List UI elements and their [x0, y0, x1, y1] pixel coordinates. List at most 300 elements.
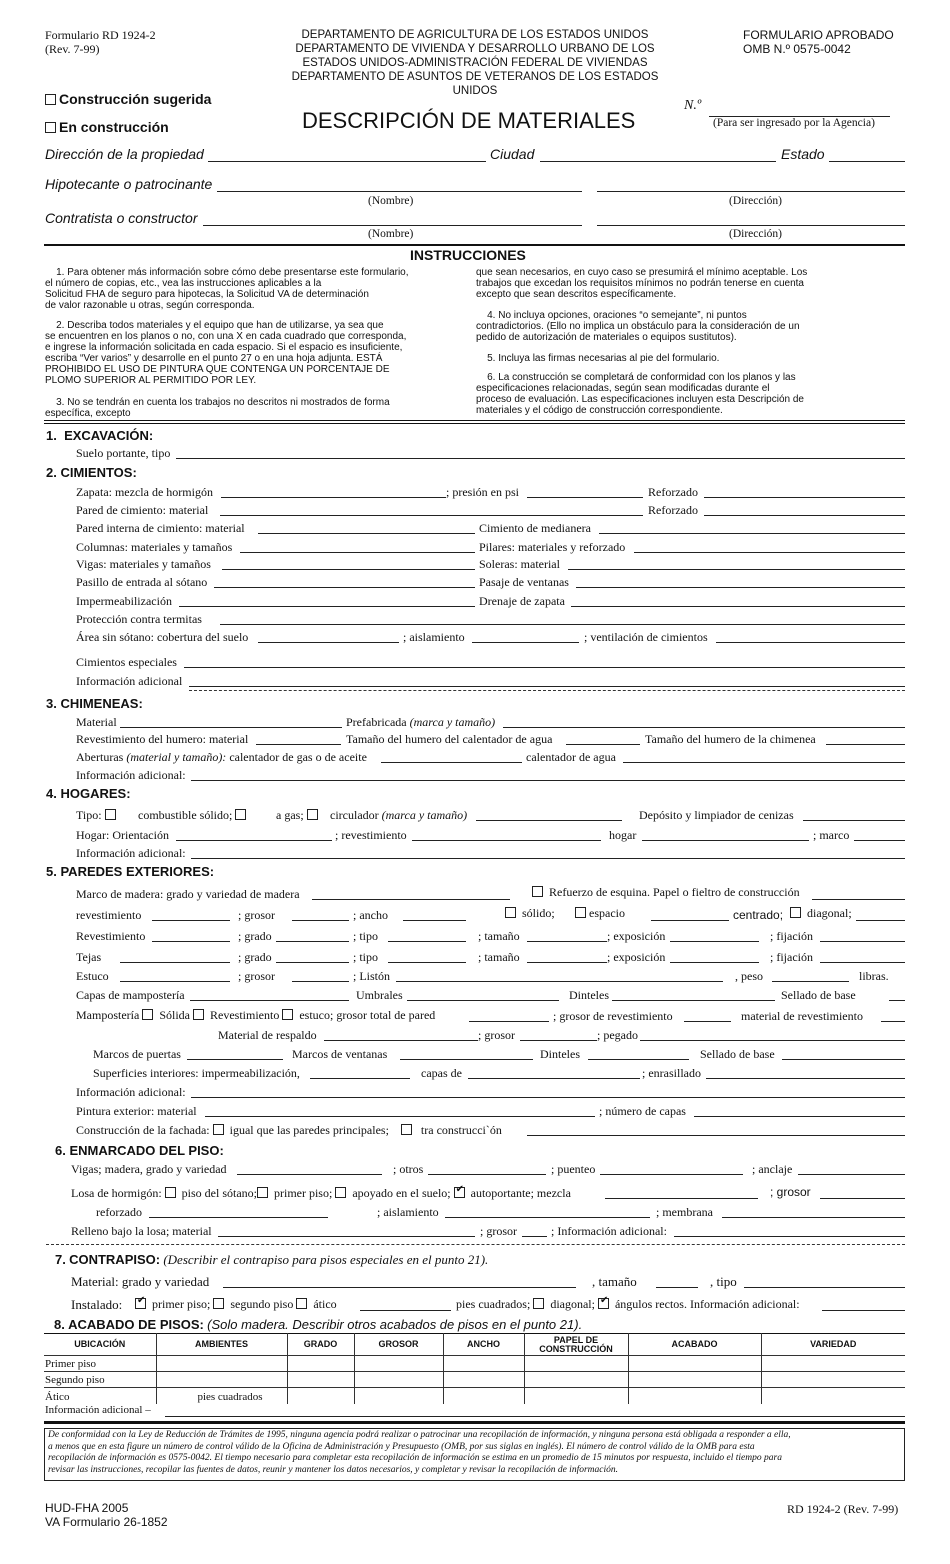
- cell[interactable]: [628, 1388, 761, 1404]
- reinforcing-field[interactable]: [149, 1217, 328, 1218]
- bridging-field[interactable]: [600, 1174, 743, 1175]
- masonry-label: Mampostería: [76, 1008, 140, 1022]
- section-subflooring-title: CONTRAPISO:: [69, 1252, 161, 1267]
- cell[interactable]: [761, 1388, 905, 1404]
- waterproofing-field[interactable]: [179, 606, 475, 607]
- option-proposed[interactable]: [45, 92, 211, 106]
- shingles-field[interactable]: [120, 962, 230, 963]
- subfloor-material-label: Material: grado y variedad: [71, 1274, 210, 1289]
- finish-flooring-note: (Solo madera. Describir otros acabados de pisos en el punto 21).: [207, 1317, 583, 1332]
- weight-label: , peso: [735, 969, 763, 983]
- prefab-note: (marca y tamaño): [409, 715, 496, 729]
- siding-field[interactable]: [152, 941, 230, 942]
- checkbox-diagonal[interactable]: [790, 907, 801, 918]
- other-field[interactable]: [428, 1174, 546, 1175]
- thickness-field[interactable]: [520, 1040, 597, 1041]
- reinforcing-label: reforzado: [96, 1205, 142, 1219]
- wood-frame-field[interactable]: [312, 899, 510, 900]
- water-heater-label: calentador de agua: [526, 750, 616, 764]
- checkbox-under-construction[interactable]: [45, 122, 56, 133]
- page-title: DESCRIPCIÓN DE MATERIALES: [302, 108, 636, 133]
- exposure-field[interactable]: [670, 941, 759, 942]
- checkbox-gas[interactable]: [235, 809, 246, 820]
- soil-field[interactable]: [176, 458, 905, 459]
- omb-number: OMB N.º 0575-0042: [743, 42, 851, 56]
- type-field[interactable]: [388, 941, 466, 942]
- circulator-field[interactable]: [476, 820, 622, 821]
- footer-rd: RD 1924-2 (Rev. 7-99): [787, 1502, 899, 1516]
- checkbox-faced[interactable]: [193, 1009, 204, 1020]
- option-under-label: En construcción: [59, 119, 169, 135]
- agency-line: DEPARTAMENTO DE VIVIENDA Y DESARROLLO URBANO DE LOS: [295, 43, 655, 55]
- base-flashing-field[interactable]: [889, 1000, 905, 1001]
- interior-wall-field[interactable]: [258, 533, 475, 534]
- cell[interactable]: [443, 1356, 524, 1372]
- sheathing-field[interactable]: [152, 920, 230, 921]
- cell[interactable]: [354, 1372, 443, 1388]
- anchors-label: ; anclaje: [752, 1162, 793, 1176]
- section-fireplaces-title: HOGARES:: [60, 786, 131, 801]
- checkbox-basement-floor[interactable]: [165, 1187, 176, 1198]
- reinforced-label: Reforzado: [648, 503, 698, 517]
- additional-info-label: Información adicional:: [76, 1085, 186, 1099]
- number-note: (Para ser ingresado por la Agencia): [713, 117, 875, 129]
- base-flashing-label: Sellado de base: [781, 988, 856, 1002]
- prefab-field[interactable]: [503, 727, 905, 728]
- laid-label: Instalado:: [71, 1297, 123, 1312]
- checkbox-masonry-solid[interactable]: [142, 1009, 153, 1020]
- self-supporting-label: autoportante; mezcla: [470, 1186, 571, 1200]
- sqft-label: pies cuadrados;: [456, 1297, 531, 1311]
- water-heater-field[interactable]: [623, 762, 905, 763]
- agency-line: DEPARTAMENTO DE AGRICULTURA DE LOS ESTADOS UNIDOS: [301, 29, 649, 41]
- ventilation-label: ; ventilación de cimientos: [584, 630, 708, 644]
- joists-label: Vigas; madera, grado y variedad: [71, 1162, 227, 1176]
- sqft-label: pies cuadrados: [197, 1390, 263, 1403]
- instruction-6: 6. La construcción se completará de conformidad con los planos y las especificaciones relacionadas, según sean modificadas durante el proceso de evaluación. Las especificaciones incluyen esta Descripción de materiales y el código de construcción correspondiente.: [476, 372, 804, 416]
- checkbox-solid[interactable]: [505, 907, 516, 918]
- checkbox-self-supporting[interactable]: [454, 1187, 465, 1198]
- divider: [44, 244, 905, 246]
- checkbox-stuccoed[interactable]: [282, 1009, 293, 1020]
- row-label: Ático: [44, 1388, 156, 1404]
- gas-label: a gas;: [276, 808, 304, 822]
- masonry-veneer-field[interactable]: [190, 1000, 349, 1001]
- section-number: 5.: [46, 864, 57, 879]
- thickness-field[interactable]: [292, 920, 349, 921]
- stucco-label: Estuco: [76, 969, 109, 983]
- anchors-field[interactable]: [798, 1174, 905, 1175]
- section-number: 6.: [55, 1143, 66, 1158]
- fill-field[interactable]: [218, 1236, 475, 1237]
- window-areaways-label: Pasaje de ventanas: [479, 575, 569, 589]
- col-building-paper: PAPEL DE CONSTRUCCIÓN: [524, 1334, 628, 1356]
- coats-label: capas de: [421, 1066, 462, 1080]
- gas-heater-field[interactable]: [381, 762, 522, 763]
- table-row: [44, 1356, 905, 1372]
- chimney-material-field[interactable]: [120, 727, 342, 728]
- row-label: Segundo piso: [44, 1372, 156, 1388]
- address-caption: (Dirección): [729, 195, 782, 207]
- crawl-space-label: Área sin sótano: cobertura del suelo: [76, 630, 249, 644]
- dashed-divider: [46, 1244, 905, 1245]
- dashed-divider: [189, 690, 905, 691]
- col-location: UBICACIÓN: [44, 1334, 156, 1356]
- section-finish-flooring-title: ACABADO DE PISOS:: [68, 1317, 204, 1332]
- section-excavation-title: EXCAVACIÓN:: [64, 428, 154, 443]
- width-field[interactable]: [403, 920, 466, 921]
- section-number: 3.: [46, 696, 57, 711]
- checkbox-corner-bracing[interactable]: [532, 886, 543, 897]
- name-caption: (Nombre): [368, 228, 414, 240]
- paperwork-notice: De conformidad con la Ley de Reducción de Trámites de 1995, ninguna agencia podrá realizar o patrocinar una recopilación de información, y ninguna persona está obligada a responder a ella, a menos que en esta figure un número de control válido de la Oficina de Administración y Presupuesto (OMB, por sus siglas en inglés). El número de control válido de la OMB para esta recopilación de información es 0575-0042. El tiempo necesario para completar esta recopilación de información se estima en un promedio de 15 minutos por respuesta, incluido el tiempo para revisar las instrucciones, recopilar las fuentes de datos, reunir y mantener los datos necesarios, y completar y revisar la recopilación de información.: [44, 1428, 905, 1481]
- option-under-construction[interactable]: [45, 120, 169, 134]
- reinforced-field[interactable]: [704, 497, 905, 498]
- weight-field[interactable]: [772, 981, 849, 982]
- checkbox-proposed[interactable]: [45, 94, 56, 105]
- insulation-label: ; aislamiento: [403, 630, 465, 644]
- cell[interactable]: [354, 1388, 443, 1404]
- diagonal-label: diagonal;: [550, 1297, 595, 1311]
- lintels-label: Dinteles: [540, 1047, 580, 1061]
- ash-dump-field[interactable]: [803, 820, 905, 821]
- property-address-field[interactable]: [208, 161, 486, 162]
- section-number: 2.: [46, 465, 57, 480]
- thickness-label: ; grosor: [480, 1224, 517, 1238]
- gable-label: Construcción de la fachada:: [76, 1123, 210, 1137]
- sills-field[interactable]: [568, 569, 905, 570]
- basement-entrance-label: Pasillo de entrada al sótano: [76, 575, 208, 589]
- flue-lining-label: Revestimiento del humero: material: [76, 732, 249, 746]
- finish-flooring-table: [44, 1333, 905, 1404]
- circulator-note: (marca y tamaño): [381, 808, 468, 822]
- waterproofing-label: Impermeabilización: [76, 594, 172, 608]
- size-field[interactable]: [527, 962, 607, 963]
- orientation-label: Hogar: Orientación: [76, 828, 169, 842]
- membrane-label: ; membrana: [656, 1205, 713, 1219]
- bonding-field[interactable]: [640, 1040, 905, 1041]
- fastening-field[interactable]: [820, 941, 905, 942]
- cell[interactable]: [524, 1372, 628, 1388]
- window-sills-field[interactable]: [400, 1059, 533, 1060]
- special-foundations-label: Cimientos especiales: [76, 655, 177, 669]
- contractor-address-field[interactable]: [597, 225, 905, 226]
- additional-info-field[interactable]: [191, 1097, 905, 1098]
- insulation-field[interactable]: [445, 1217, 650, 1218]
- flue-lining-field[interactable]: [256, 744, 341, 745]
- col-width: ANCHO: [443, 1334, 524, 1356]
- section-number: 4.: [46, 786, 57, 801]
- attic-sqft-field[interactable]: [360, 1310, 451, 1311]
- prefab-label: Prefabricada: [346, 715, 407, 729]
- agency-line: ESTADOS UNIDOS-ADMINISTRACIÓN FEDERAL DE VIVIENDAS: [302, 57, 648, 69]
- instruction-4: 4. No incluya opciones, oraciones “o semejante”, ni puntos contradictorios. (Ello no implica un obstáculo para la consideración de un pedido de autorización de materiales o equipos sustitutos).: [476, 310, 800, 343]
- mix-field[interactable]: [605, 1198, 758, 1199]
- wall-thickness-field[interactable]: [469, 1021, 549, 1022]
- checkbox-circulator[interactable]: [307, 809, 318, 820]
- mortgagee-address-field[interactable]: [597, 191, 905, 192]
- grade-label: ; grado: [238, 950, 272, 964]
- membrane-field[interactable]: [722, 1217, 905, 1218]
- facing-thickness-field[interactable]: [684, 1021, 731, 1022]
- type-label: ; tipo: [353, 950, 379, 964]
- number-of-coats-field[interactable]: [694, 1116, 905, 1117]
- section-number: 1.: [46, 428, 57, 443]
- size-field[interactable]: [527, 941, 607, 942]
- interior-surfaces-field[interactable]: [310, 1078, 410, 1079]
- interior-wall-label: Pared interna de cimiento: material: [76, 521, 245, 535]
- basement-entrance-field[interactable]: [214, 587, 475, 588]
- lintels-label: Dinteles: [569, 988, 609, 1002]
- psi-label: ; presión en psi: [446, 485, 519, 499]
- lining-label: ; revestimiento: [335, 828, 407, 842]
- grade-field[interactable]: [276, 941, 349, 942]
- col-finish: ACABADO: [628, 1334, 761, 1356]
- furring-field[interactable]: [706, 1078, 905, 1079]
- divider: [44, 420, 905, 421]
- instruction-2: 2. Describa todos materiales y el equipo que han de utilizarse, ya sea que se encuentren en los planos o no, con una X en cada cuadrado que corresponda, e ingrese la información solicitada en cada espacio. Si el espacio es insuficiente, escriba “Ver varios” y desarrolle en el punto 27 o en una hoja adjunta. ESTÁ PROHIBIDO EL USO DE PINTURA QUE CONTENGA UN PORCENTAJE DE PLOMO SUPERIOR AL PERMITIDO POR LEY.: [45, 320, 407, 386]
- orientation-field[interactable]: [176, 840, 332, 841]
- type-label: ; tipo: [353, 929, 379, 943]
- girders-field[interactable]: [222, 569, 475, 570]
- backup-field[interactable]: [324, 1040, 478, 1041]
- subfloor-material-field[interactable]: [223, 1287, 576, 1288]
- agency-block: [265, 28, 685, 98]
- slab-label: Losa de hormigón:: [71, 1186, 162, 1200]
- section-exterior-walls-title: PAREDES EXTERIORES:: [60, 864, 215, 879]
- checkbox-first-floor[interactable]: [257, 1187, 268, 1198]
- section-foundations-title: CIMIENTOS:: [60, 465, 137, 480]
- checkbox-other-construction[interactable]: [401, 1124, 412, 1135]
- col-thickness: GROSOR: [354, 1334, 443, 1356]
- thickness-field[interactable]: [820, 1198, 905, 1199]
- checkbox-laid-second-floor[interactable]: [213, 1298, 224, 1309]
- vents-label: Aberturas: [76, 750, 124, 764]
- backup-label: Material de respaldo: [218, 1028, 317, 1042]
- stucco-field[interactable]: [120, 981, 230, 982]
- ventilation-field[interactable]: [716, 642, 905, 643]
- first-floor-label: primer piso;: [152, 1297, 211, 1311]
- col-rooms: AMBIENTES: [156, 1334, 287, 1356]
- other-construction-label: tra construcci`ón: [420, 1123, 502, 1137]
- divider: [44, 423, 905, 424]
- wall-thickness-label: estuco; grosor total de pared: [299, 1008, 436, 1022]
- size-label: ; tamaño: [478, 929, 520, 943]
- city-field[interactable]: [540, 161, 776, 162]
- form-id: Formulario RD 1924-2: [45, 28, 156, 42]
- cell[interactable]: [156, 1372, 287, 1388]
- property-address-label: Dirección de la propiedad: [45, 146, 204, 162]
- checkbox-spaced[interactable]: [575, 907, 586, 918]
- state-field[interactable]: [829, 161, 905, 162]
- fireplace-flue-field[interactable]: [826, 744, 905, 745]
- size-label: ; tamaño: [478, 950, 520, 964]
- facing-thickness-label: ; grosor de revestimiento: [553, 1009, 673, 1023]
- section-chimneys-title: CHIMENEAS:: [60, 696, 143, 711]
- state-label: Estado: [781, 146, 825, 162]
- attic-label: ático: [313, 1297, 337, 1311]
- checkbox-laid-attic[interactable]: [296, 1298, 307, 1309]
- checkbox-solid-fuel[interactable]: [105, 809, 116, 820]
- sqft-cell[interactable]: [156, 1388, 287, 1404]
- right-angles-label: ángulos rectos. Información adicional:: [614, 1297, 800, 1311]
- mantel-field[interactable]: [854, 840, 905, 841]
- exterior-paint-field[interactable]: [205, 1116, 595, 1117]
- section-floor-framing-title: ENMARCADO DEL PISO:: [69, 1143, 224, 1158]
- grade-field[interactable]: [276, 962, 349, 963]
- cell[interactable]: [761, 1372, 905, 1388]
- coats-field[interactable]: [468, 1078, 640, 1079]
- footing-drain-field[interactable]: [571, 606, 905, 607]
- approved-label: FORMULARIO APROBADO: [743, 28, 894, 42]
- row-label: Primer piso: [44, 1356, 156, 1372]
- checkbox-right-angles[interactable]: [598, 1298, 609, 1309]
- fastening-label: ; fijación: [770, 929, 813, 943]
- fireplace-flue-label: Tamaño del humero de la chimenea: [645, 732, 816, 746]
- ground-supported-label: apoyado en el suelo;: [352, 1186, 451, 1200]
- joists-field[interactable]: [237, 1174, 382, 1175]
- special-foundations-field[interactable]: [184, 667, 905, 668]
- girders-label: Vigas: materiales y tamaños: [76, 557, 211, 571]
- cell[interactable]: [287, 1372, 354, 1388]
- psi-field[interactable]: [527, 497, 643, 498]
- type-field[interactable]: [388, 962, 466, 963]
- base-flashing-field[interactable]: [782, 1059, 905, 1060]
- cell[interactable]: [443, 1372, 524, 1388]
- checkbox-diagonal[interactable]: [533, 1298, 544, 1309]
- reinforced-label: Reforzado: [648, 485, 698, 499]
- window-areaways-field[interactable]: [576, 587, 905, 588]
- lath-field[interactable]: [396, 981, 723, 982]
- other-construction-field[interactable]: [527, 1135, 905, 1136]
- heater-flue-field[interactable]: [566, 744, 640, 745]
- option-proposed-label: Construcción sugerida: [59, 91, 212, 107]
- termite-label: Protección contra termitas: [76, 612, 202, 626]
- checkbox-ground-supported[interactable]: [335, 1187, 346, 1198]
- first-floor-label: primer piso;: [273, 1186, 333, 1200]
- second-floor-label: segundo piso: [230, 1297, 294, 1311]
- pounds-label: libras.: [859, 969, 889, 983]
- facing-material-field[interactable]: [881, 1021, 905, 1022]
- cell[interactable]: [628, 1372, 761, 1388]
- agency-line: DEPARTAMENTO DE ASUNTOS DE VETERANOS DE LOS ESTADOS: [291, 71, 659, 83]
- cell[interactable]: [354, 1356, 443, 1372]
- additional-info-field[interactable]: [822, 1310, 905, 1311]
- gas-heater-label: calentador de gas o de aceite: [229, 750, 367, 764]
- bonding-label: ; pegado: [597, 1028, 638, 1042]
- thickness-label: ; grosor: [770, 1185, 811, 1199]
- agency-line: UNIDOS: [452, 85, 498, 97]
- width-label: ; ancho: [353, 908, 388, 922]
- termite-field[interactable]: [220, 624, 905, 625]
- thickness-field[interactable]: [522, 1236, 547, 1237]
- additional-info-label: Información adicional: [45, 1404, 143, 1416]
- foundation-wall-field[interactable]: [220, 515, 643, 516]
- additional-info-label: Información adicional:: [76, 846, 186, 860]
- mortgagee-name-field[interactable]: [217, 191, 582, 192]
- interior-surfaces-label: Superficies interiores: impermeabilización,: [93, 1066, 300, 1080]
- instruction-3-cont: que sean necesarios, en cuyo caso se presumirá el mínimo aceptable. Los trabajos que excedan los requisitos mínimos no podrán tenerse en cuenta excepto que sean descritos específicamente.: [476, 267, 808, 300]
- thickness-label: ; grosor: [238, 969, 275, 983]
- hearth-field[interactable]: [642, 840, 809, 841]
- exterior-paint-label: Pintura exterior: material: [76, 1104, 197, 1118]
- cell[interactable]: [524, 1388, 628, 1404]
- cell[interactable]: [443, 1388, 524, 1404]
- door-sills-field[interactable]: [187, 1059, 283, 1060]
- additional-info-field[interactable]: [189, 686, 905, 687]
- lintels-field[interactable]: [588, 1059, 689, 1060]
- type-label: Tipo:: [76, 808, 102, 822]
- chimney-material-label: Material: [76, 715, 117, 729]
- additional-info-field[interactable]: [191, 858, 905, 859]
- cell[interactable]: [628, 1356, 761, 1372]
- footings-label: Zapata: mezcla de hormigón: [76, 485, 213, 499]
- cell[interactable]: [156, 1356, 287, 1372]
- columns-field[interactable]: [240, 552, 475, 553]
- number-of-coats-label: ; número de capas: [599, 1104, 686, 1118]
- insulation-field[interactable]: [472, 642, 579, 643]
- diagonal-field[interactable]: [856, 920, 905, 921]
- instructions-title: INSTRUCCIONES: [410, 247, 526, 263]
- exposure-field[interactable]: [670, 962, 759, 963]
- cell[interactable]: [287, 1388, 354, 1404]
- type-field[interactable]: [744, 1287, 905, 1288]
- exposure-label: ; exposición: [607, 929, 666, 943]
- facing-material-label: material de revestimiento: [741, 1009, 863, 1023]
- lintels-field[interactable]: [612, 1000, 775, 1001]
- table-header-row: [44, 1334, 905, 1356]
- additional-info-field[interactable]: [674, 1236, 905, 1237]
- sills-label: Umbrales: [356, 988, 403, 1002]
- col-species: VARIEDAD: [761, 1334, 905, 1356]
- footings-mix-field[interactable]: [221, 497, 446, 498]
- sills-field[interactable]: [407, 1000, 559, 1001]
- additional-info-field[interactable]: [165, 1416, 905, 1417]
- spaced-field[interactable]: [651, 920, 729, 921]
- city-label: Ciudad: [490, 146, 535, 162]
- cell[interactable]: [761, 1356, 905, 1372]
- fastening-label: ; fijación: [770, 950, 813, 964]
- checkbox-laid-first-floor[interactable]: [135, 1298, 146, 1309]
- thickness-field[interactable]: [292, 981, 349, 982]
- checkbox-same-as-walls[interactable]: [213, 1124, 224, 1135]
- hearth-label: hogar: [609, 828, 637, 842]
- address-caption: (Dirección): [729, 228, 782, 240]
- lining-field[interactable]: [412, 840, 601, 841]
- size-field[interactable]: [656, 1287, 698, 1288]
- fastening-field[interactable]: [820, 962, 905, 963]
- building-paper-field[interactable]: [812, 899, 905, 900]
- heater-flue-label: Tamaño del humero del calentador de agua: [346, 732, 553, 746]
- spaced-label: espacio: [589, 906, 625, 920]
- form-page: Formulario RD 1924-2 (Rev. 7-99) DEPARTAMENTO DE AGRICULTURA DE LOS ESTADOS UNIDOS DEPARTAMENTO DE VIVIENDA Y DESARROLLO URBANO DE LOS ESTADOS UNIDOS-ADMINISTRACIÓN FEDERAL DE VIVIENDAS DEPARTAMENTO DE ASUNTOS DE VETERANOS DE LOS ESTADOS UNIDOS FORMULARIO APROBADO OMB N.º 0575-0042 Construcción sugerida En construcción DESCRIPCIÓN DE MATERIALES N.º (Para ser ingresado por la Agencia) Dirección de la propiedad Ciudad Estado Hipotecante o patrocinante (Nombre) (Dirección) Contratista o constructor (Nombre) (Dirección) INSTRUCCIONES 1. Para obtener más información sobre cómo debe presentarse este formulario, el número de copias, etc., vea las instrucciones aplicables a la Solicitud FHA de seguro para hipotecas, la Solicitud VA de determinación de valor razonable u otras, según corresponda. 2. Describa todos materiales y el equipo que han de utilizarse, ya sea que se encuentren en los planos o no, con una X en cada cuadrado que corresponda, e ingrese la información solicitada en cada espacio. Si el espacio es insuficiente, escriba “Ver varios” y desarrolle en el punto 27 o en una hoja adjunta. ESTÁ PROHIBIDO EL USO DE PINTURA QUE CONTENGA UN PORCENTAJE DE PLOMO SUPERIOR AL PERMITIDO POR LEY. 3. No se tendrán en cuenta los trabajos no descritos ni mostrados de forma específica, excepto que sean necesarios, en cuyo caso se presumirá el mínimo aceptable. Los trabajos que excedan los requisitos mínimos no podrán tenerse en cuenta excepto que sean descritos específicamente. 4. No incluya opciones, oraciones “o semejante”, ni puntos contradictorios. (Ello no implica un obstáculo para la consideración de un pedido de autorización de materiales o equipos sustitutos). 5. Incluya las firmas necesarias al pie del formulario. 6. La construcción se completará de conformidad con los planos y las especificaciones relacionadas, según sean modificadas durante el proceso de evaluación. Las especificaciones incluyen esta Descripción de materiales y el código de construcción correspondiente. 1. EXCAVACIÓN: Suelo portante, tipo 2. CIMIENTOS: Zapata: mezcla de hormigón ; presión en psi Reforzado Pared de cimiento: material Reforzado Pared interna de cimiento: material Cimiento de medianera Columnas: materiales y tamaños Pilares: materiales y reforzado Vigas: materiales y tamaños Soleras: material Pasillo de entrada al sótano Pasaje de ventanas Impermeabilización Drenaje de zapata Protección contra termitas Área sin sótano: cobertura del suelo ; aislamiento ; ventilación de cimientos Cimientos especiales Información adicional 3. CHIMENEAS: Material Prefabricada (marca y tamaño) Revestimiento del humero: material Tamaño del humero del calentador de agua Tamaño del humero de la chimenea Aberturas (material y tamaño): calentador de gas o de aceite calentador de agua Información adicional: 4. HOGARES: Tipo: combustible sólido; a gas; circulador (marca y tamaño) Depósito y limpiador de cenizas Hogar: Orientación ; revestimiento hogar ; marco Información adicional: 5. PAREDES EXTERIORES: Marco de madera: grado y variedad de madera Refuerzo de esquina. Papel o fieltro de construcción revestimiento ; grosor ; ancho sólido; espacio centrado; diagonal; Revestimiento ; grado ; tipo ; tamaño ; exposición ; fijación Tejas ; grado ; tipo ; tamaño ; exposición ; fijación Estuco ; grosor ; Listón , peso libras. Capas de mampostería Umbrales Dinteles Sellado de base Mampostería Sólida Revestimiento estuco; grosor total de pared ; grosor de revestimiento material de revestimiento Material de respaldo ; grosor ; pegado Marcos de puertas Marcos de ventanas Dinteles Sellado de base Superficies interiores: impermeabilización, capas de ; enrasillado Información adicional: Pintura exterior: material ; número de capas Construcción de la fachada: igual que las paredes principales; tra construcci`ón 6. ENMARCADO DEL PISO: Vigas; madera, grado y variedad ; otros ; puenteo ; anclaje Losa de hormigón: piso del sótano; primer piso; apoyado en el suelo; ✔ autoportante; mezcla ; grosor reforzado ; aislamiento ; membrana Relleno bajo la losa; material ; grosor ; Información adicional: 7. CONTRAPISO: (Describir el contrapiso para pisos especiales en el punto 21). Material: grado y variedad , tamaño , tipo Instalado: ✔ primer piso; segundo piso ático pies cuadrados; diagonal; ✔ ángulos rectos. Información adicional: 8. ACABADO DE PISOS: (Solo madera. Describir otros acabados de pisos en el punto 21). UBICACIÓN AMBIENTES GRADO GROSOR ANCHO PAPEL DE CONSTRUCCIÓN ACABADO VARIEDAD Primer piso Segundo piso Ático pies cuadrados Información adicional – De conformidad con la Ley de Reducción de Trámites de 1995, ninguna agencia podrá realizar o patrocinar una recopilación de información, y ninguna persona está obligada a responder a ella, a menos que en esta figure un número de control válido de la Oficina de Administración y Presupuesto (OMB, por sus siglas en inglés). El número de control válido de la OMB para esta recopilación de información es 0575-0042. El tiempo necesario para completar esta recopilación de información se estima en un promedio de 15 minutos por respuesta, incluido el tiempo para revisar las instrucciones, recopilar las fuentes de datos, reunir y mantener los datos necesarios, y completar y revisar la recopilación de información. HUD-FHA 2005 VA Formulario 26-1852 RD 1924-2 (Rev. 7-99): [0, 0, 950, 1564]
- piers-field[interactable]: [634, 552, 905, 553]
- reinforced-field[interactable]: [704, 515, 905, 516]
- additional-info-field[interactable]: [191, 780, 905, 781]
- divider: [44, 1421, 905, 1424]
- solid-fuel-label: combustible sólido;: [138, 808, 233, 822]
- instruction-5: 5. Incluya las firmas necesarias al pie del formulario.: [476, 353, 720, 364]
- instruction-3: 3. No se tendrán en cuenta los trabajos no descritos ni mostrados de forma específica, excepto: [45, 397, 390, 419]
- contractor-name-field[interactable]: [203, 225, 582, 226]
- piers-label: Pilares: materiales y reforzado: [479, 540, 626, 554]
- crawl-space-field[interactable]: [258, 642, 399, 643]
- cell[interactable]: [287, 1356, 354, 1372]
- party-wall-field[interactable]: [599, 533, 905, 534]
- sheathing-label: revestimiento: [76, 908, 142, 922]
- footer-hud: HUD-FHA 2005: [45, 1501, 129, 1515]
- cell[interactable]: [524, 1356, 628, 1372]
